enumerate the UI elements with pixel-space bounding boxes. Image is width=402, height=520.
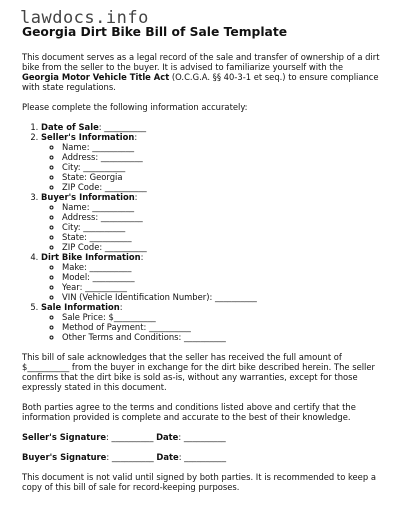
section-suffix: : __________ [98, 122, 147, 132]
list-item: ◦ City: __________ [62, 162, 382, 172]
section-suffix: : [134, 132, 138, 142]
list-item: ◦ ZIP Code: __________ [62, 242, 382, 252]
section-label: Buyer's Information [41, 192, 135, 202]
date-blank: : __________ [178, 432, 226, 442]
date-label: Date [156, 432, 179, 442]
list-item: ◦ Year: __________ [62, 282, 382, 292]
section-suffix: : [134, 192, 138, 202]
list-item: ◦ Address: __________ [62, 152, 382, 162]
signature-blank: : __________ [106, 452, 157, 462]
section-date-of-sale [41, 122, 382, 132]
document [22, 25, 382, 502]
list-item: ◦ State: Georgia [62, 172, 382, 182]
list-item: ◦ ZIP Code: __________ [62, 182, 382, 192]
info-sections-list [22, 122, 382, 342]
intro-text-1: This document serves as a legal record of the sale and transfer of ownership of a dirt bike from the seller to the buyer. It is advised to familiarize yourself with the [22, 52, 380, 72]
section-dirt-bike-information [41, 252, 382, 302]
watermark: lawdocs.info [20, 8, 149, 28]
intro-paragraph [22, 52, 382, 92]
sale-fields [41, 312, 382, 342]
section-suffix: : [119, 302, 123, 312]
document-title: Georgia Dirt Bike Bill of Sale Template [22, 25, 288, 39]
section-suffix: : [140, 252, 144, 262]
list-item: ◦ VIN (Vehicle Identification Number): __________ [62, 292, 382, 302]
section-sale-information [41, 302, 382, 342]
section-label: Dirt Bike Information [41, 252, 141, 262]
signature-label: Seller's Signature [22, 432, 107, 442]
list-item: ◦ Name: __________ [62, 202, 382, 212]
section-buyer-information [41, 192, 382, 252]
acknowledgment-paragraph: This bill of sale acknowledges that the seller has received the full amount of $__________ from the buyer in exchange for the dirt bike described herein. The seller confirms that the dirt bike is sold as-is, without any warranties, except for those expressly stated in this document. [22, 352, 375, 392]
list-item: ◦ Model: __________ [62, 272, 382, 282]
date-blank: : __________ [178, 452, 227, 462]
buyer-signature-line [22, 452, 382, 462]
law-name: Georgia Motor Vehicle Title Act [22, 72, 170, 82]
agreement-paragraph: Both parties agree to the terms and conditions listed above and certify that the information provided is complete and accurate to the best of their knowledge. [22, 402, 356, 422]
list-item: ◦ Name: __________ [62, 142, 382, 152]
closing-paragraph: This document is not valid until signed by both parties. It is recommended to keep a copy of this bill of sale for record-keeping purposes. [22, 472, 376, 492]
list-item: ◦ Method of Payment: __________ [62, 322, 382, 332]
section-label: Date of Sale [41, 122, 99, 132]
dirt-bike-fields [41, 262, 382, 302]
seller-fields [41, 142, 382, 192]
list-item: ◦ State: __________ [62, 232, 382, 242]
seller-signature-line [22, 432, 382, 442]
section-seller-information [41, 132, 382, 192]
instruction-paragraph: Please complete the following information accurately: [22, 102, 248, 112]
section-label: Sale Information [41, 302, 120, 312]
list-item: ◦ Sale Price: $__________ [62, 312, 382, 322]
list-item: ◦ City: __________ [62, 222, 382, 232]
list-item: ◦ Make: __________ [62, 262, 382, 272]
intro-text-2: (O.C.G.A. §§ 40-3-1 et seq.) to ensure compliance with state regulations. [22, 72, 379, 92]
date-label: Date [156, 452, 179, 462]
signature-blank: : __________ [106, 432, 157, 442]
signature-label: Buyer's Signature [22, 452, 107, 462]
section-label: Seller's Information [41, 132, 135, 142]
list-item: ◦ Other Terms and Conditions: __________ [62, 332, 382, 342]
buyer-fields [41, 202, 382, 252]
list-item: ◦ Address: __________ [62, 212, 382, 222]
